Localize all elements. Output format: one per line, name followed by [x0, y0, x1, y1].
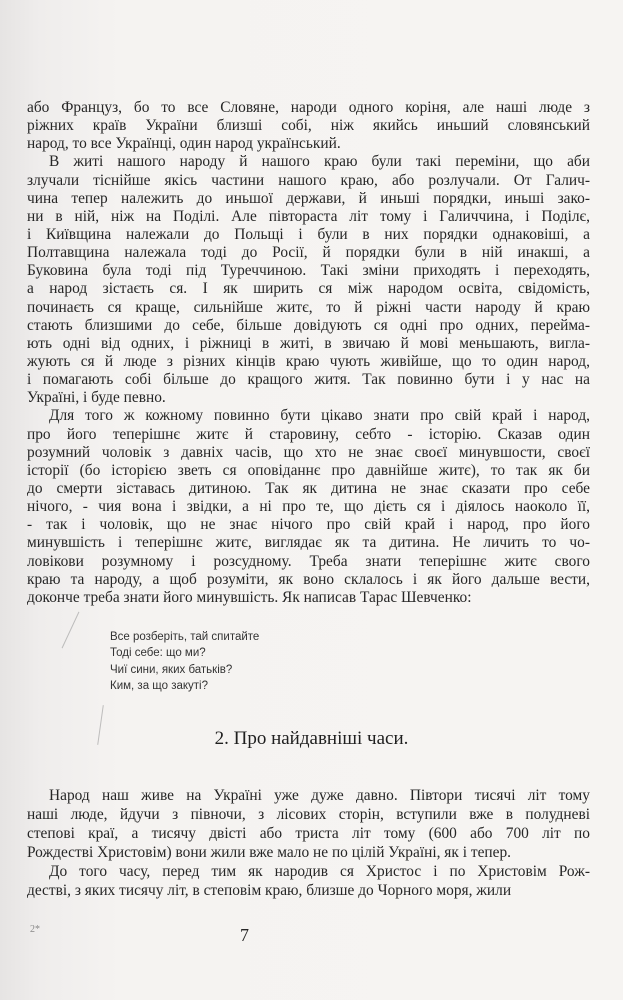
text-line: нічого, - чия вона і звідки, а ні про те, що дієть ся і діялось наоколо її,	[27, 498, 590, 516]
text-line: До того часу, перед тим як народив ся Христос і по Христовім Рож-	[49, 863, 590, 880]
text-line: ють одні від одних, і ріжниці в житі, в звичаю й мові меньшають, вигла-	[27, 334, 590, 352]
signature-mark: 2*	[30, 924, 40, 935]
text-line: про його теперішнє житє й старовину, себто - історію. Сказав один	[27, 425, 590, 443]
text-line: а народ зістаєть ся. І як ширить ся між народом освіта, свідомість,	[27, 280, 590, 298]
text-line: Полтавщина належала тоді до Росії, й порядки були в ній инакші, а	[27, 244, 590, 262]
page-number: 7	[240, 925, 249, 945]
text-line: розумний чоловік з давніх часів, що хто не знає своєї минувшости, своєї	[27, 443, 590, 461]
text-line: доконче треба знати його минувшість. Як написав Тарас Шевченко:	[27, 588, 472, 606]
text-line: злучали тіснійше якісь частини нашого краю, або розлучали. От Галич-	[27, 171, 590, 189]
text-line: степові краї, а тисячу двісті або триста літ тому (600 або 700 літ по	[27, 825, 590, 842]
poem-line: Тоді себе: що ми?	[110, 647, 206, 660]
text-line: до смерти зіставась дитиною. Так як дитина не знає сказати про себе	[27, 479, 590, 497]
text-line: В житі нашого народу й нашого краю були такі переміни, що аби	[49, 153, 590, 171]
text-line: - так і чоловік, що не знає нічого про свій край і народ, про його	[27, 516, 590, 534]
text-line: минувшість і теперішнє житє, виглядає як та дитина. Не личить то чо-	[27, 534, 590, 552]
poem-line: Все розберіть, тай спитайте	[110, 631, 260, 643]
text-line: Буковина була тоді під Туреччиною. Такі зміни приходять і переходять,	[27, 262, 590, 280]
section-heading: 2. Про найдавніші часи.	[214, 728, 409, 749]
text-line: краю та народу, а щоб розуміти, як воно склалось і як його дальше вести,	[27, 570, 590, 588]
poem-quote	[110, 629, 259, 694]
body-text-bottom	[27, 786, 590, 900]
poem-line: Ким, за що закуті?	[110, 679, 209, 692]
text-line: Рождестві Христовім) вони жили вже мало не по цілій Україні, як і тепер.	[27, 844, 512, 861]
text-line: починаєть ся краще, сильнійше житє, то й ріжні части народу й краю	[27, 298, 590, 316]
text-line: стають близшими до себе, більше довідують ся одні про одних, перейма-	[27, 316, 590, 334]
text-line: ловікови розумному і розсудному. Треба знати теперішнє житє свого	[27, 552, 590, 570]
pencil-mark	[62, 612, 80, 649]
body-text-top	[27, 99, 590, 607]
text-line: наші люде, йдучи з півночи, з лісових сторін, вступили вже в полудневі	[27, 806, 590, 823]
text-line: ріжних країв України близші собі, ніж якийсь иньший словянський	[27, 117, 590, 135]
text-line: історії (бо історією зветь ся оповіданнє про давнійше житє), то так як би	[27, 461, 590, 479]
text-line: жують ся й люде з різних кінців краю чують живійше, що то один народ,	[27, 352, 590, 370]
text-line: Народ наш живе на Україні уже дуже давно. Півтори тисячі літ тому	[49, 787, 590, 804]
text-line: Україні, і буде певно.	[27, 389, 166, 407]
text-line: дестві, з яких тисячу літ, в степовім краю, близше до Чорного моря, жили	[27, 882, 512, 899]
text-line: і Київщина належали до Польщі і були в них порядки однаковіші, а	[27, 225, 590, 243]
text-line: або Француз, бо то все Словяне, народи одного коріня, але наші люде з	[27, 99, 590, 116]
text-line: народ, то все Українці, один народ український.	[27, 135, 341, 153]
text-line: чина тепер належить до иньшої держави, й иньші порядки, иньші зако-	[27, 189, 590, 207]
text-line: ни в ній, ніж на Поділі. Але півтораста літ тому і Галиччина, і Поділє,	[27, 207, 590, 225]
text-line: і помагають собі більше до кращого житя. Так повинно бути і у нас на	[27, 371, 590, 389]
text-line: Для того ж кожному повинно бути цікаво знати про свій край і народ,	[49, 407, 590, 425]
poem-line: Чиї сини, яких батьків?	[110, 663, 233, 676]
